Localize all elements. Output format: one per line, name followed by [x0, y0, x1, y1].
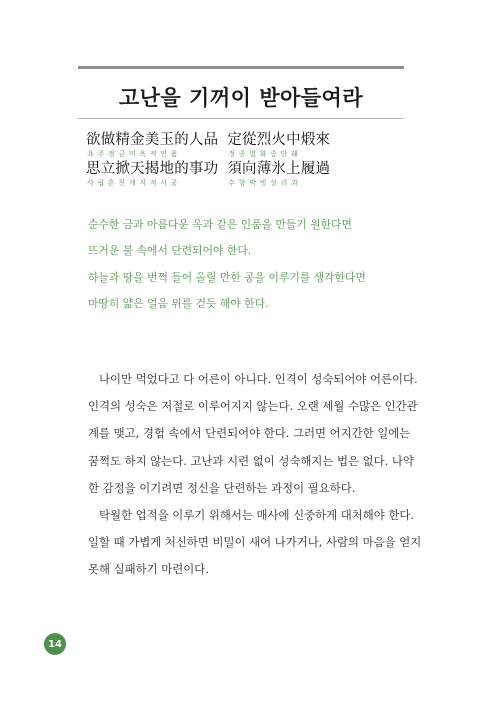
page-number-badge: 14	[44, 633, 66, 655]
body-line: 인격의 성숙은 저절로 이루어지지 않는다. 오랜 세월 수많은 인간관	[88, 399, 418, 414]
hanja-text: 思立掀天揭地的事功	[86, 161, 219, 177]
body-line: 일할 때 가볍게 처신하면 비밀이 새어 나가거나, 사람의 마음을 얻지	[88, 535, 422, 550]
translation-line: 마땅히 얇은 얼음 위를 걷듯 해야 한다.	[88, 296, 269, 310]
hanja-reading: 욕주정금미옥적인품	[87, 150, 182, 158]
hanja-text: 欲做精金美玉的人品	[86, 132, 219, 148]
hanja-line-2	[86, 161, 330, 188]
translation-line: 순수한 금과 아름다운 옥과 같은 인품을 만들기 원한다면	[88, 218, 352, 231]
hanja-quote	[86, 132, 330, 188]
body-line: 탁월한 업적을 이루기 위해서는 매사에 신중하게 대처해야 한다.	[99, 508, 415, 523]
page-title: 고난을 기꺼이 받아들여라	[118, 85, 364, 110]
hanja-reading: 수향박빙상리과	[228, 179, 302, 187]
hanja-text: 定從烈火中煅來	[227, 132, 331, 148]
hanja-text: 須向薄氷上履過	[227, 161, 331, 177]
body-line: 계를 맺고, 경험 속에서 단련되어야 한다. 그러면 어지간한 일에는	[88, 426, 411, 441]
translation-line: 하늘과 땅을 번쩍 들어 올릴 만한 공을 이루기를 생각한다면	[88, 270, 366, 284]
hanja-reading: 사립흔천게지적사공	[87, 179, 182, 187]
body-line: 못해 실패하기 마련이다.	[88, 562, 209, 577]
hanja-phrase	[86, 161, 218, 188]
body-text	[88, 366, 422, 584]
body-line: 나이만 먹었다고 다 어른이 아니다. 인격이 성숙되어야 어른이다.	[99, 372, 418, 386]
body-line: 꿈쩍도 하지 않는다. 고난과 시련 없이 성숙해지는 법은 없다. 나약	[88, 453, 414, 468]
hanja-line-1	[86, 132, 330, 159]
top-rule	[78, 66, 404, 69]
translation	[88, 212, 366, 317]
hanja-phrase	[227, 161, 330, 188]
hanja-phrase	[227, 132, 330, 159]
title-rule	[78, 118, 404, 119]
translation-line: 뜨거운 불 속에서 단련되어야 한다.	[88, 244, 252, 258]
hanja-reading: 정종열화중단래	[228, 150, 302, 158]
hanja-phrase	[86, 132, 218, 159]
body-line: 한 감정을 이기려면 정신을 단련하는 과정이 필요하다.	[88, 480, 356, 495]
